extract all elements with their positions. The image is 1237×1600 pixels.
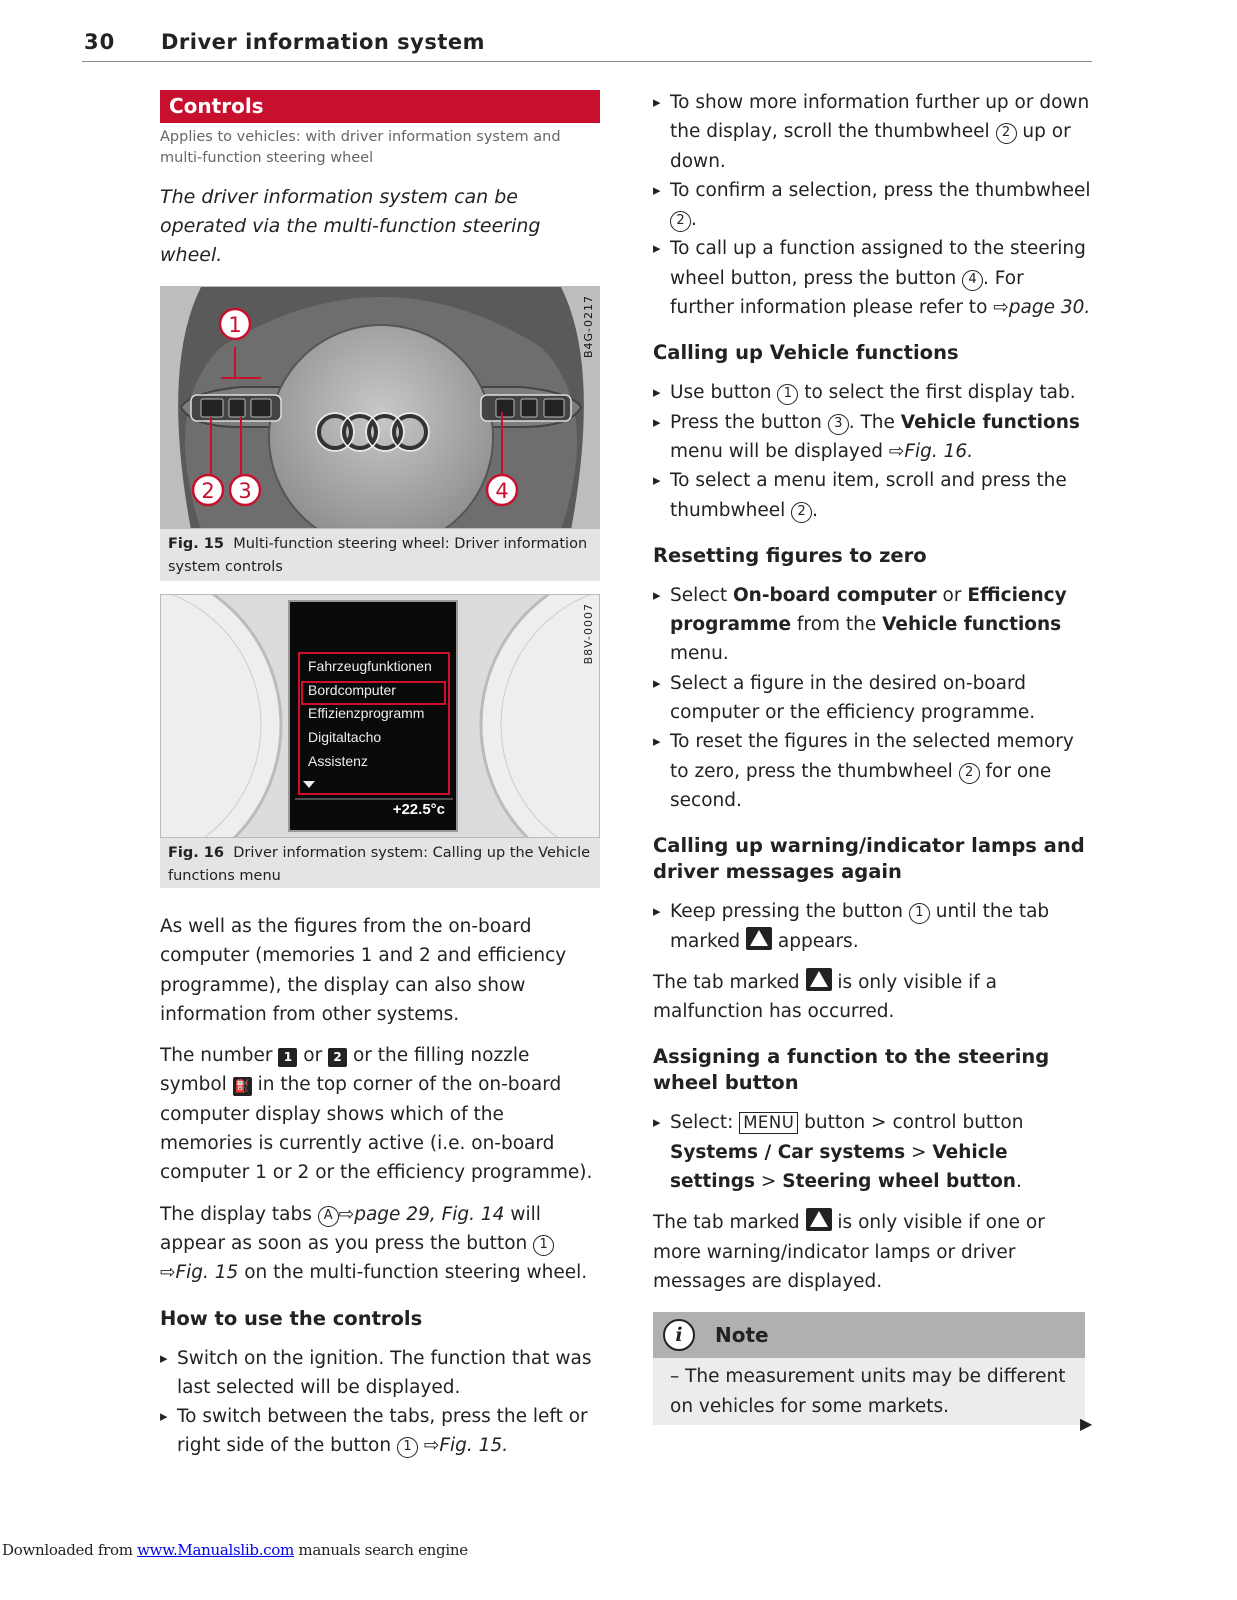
warning-triangle-icon [806, 968, 832, 991]
figure-caption-text: Driver information system: Calling up the Vehicle functions menu [168, 845, 591, 884]
callout-4 [487, 475, 517, 505]
applies-note: Applies to vehicles: with driver information system and multi-function steering wheel [160, 129, 561, 166]
figure-code: B4G-0217 [582, 295, 595, 359]
steering-wheel-illustration [161, 287, 600, 529]
warning-triangle-icon [806, 1208, 832, 1231]
list-item: ▸ Select a figure in the desired on-board computer or the efficiency programme. [653, 669, 1093, 728]
callout-4-icon: 4 [962, 270, 983, 291]
callout-2-icon: 2 [791, 502, 812, 523]
heading-resetting-figures: Resetting figures to zero [653, 543, 927, 567]
list-item: ▸ To show more information further up or down the display, scroll the thumbwheel 2 up or down. [653, 88, 1093, 176]
warning-list [653, 897, 1093, 956]
right-column [653, 88, 1093, 1425]
figure-caption [160, 529, 600, 581]
figure-steering-wheel [160, 286, 600, 529]
paragraph-warning-tab: The tab marked is only visible if one or more warning/indicator lamps or driver messages are displayed. [653, 1208, 1093, 1296]
reset-list [653, 581, 1093, 815]
intro-text: The driver information system can be operated via the multi-function steering wheel. [160, 186, 541, 266]
list-item: ▸ Switch on the ignition. The function that was last selected will be displayed. [160, 1344, 600, 1403]
heading-calling-vehicle-functions: Calling up Vehicle functions [653, 341, 959, 365]
list-item: ▸ To call up a function assigned to the steering wheel button, press the button 4 . For further information please refer to ⇨page 30. [653, 234, 1093, 322]
callout-2-icon: 2 [959, 763, 980, 784]
figure-code: B8V-0007 [582, 603, 595, 665]
callout-a-icon: A [318, 1206, 339, 1227]
triangle-right-icon: ▶ [1080, 1414, 1093, 1433]
temperature-readout: +22.5°c [392, 801, 445, 818]
callout-4-label: 4 [495, 479, 509, 503]
callout-2-icon: 2 [996, 123, 1017, 144]
manualslib-link[interactable]: www.Manualslib.com [137, 1541, 294, 1559]
callout-1-icon: 1 [533, 1235, 554, 1256]
note-title: Note [715, 1323, 769, 1348]
left-column [160, 90, 600, 1461]
callout-2 [193, 475, 223, 505]
filling-nozzle-icon: ⛽ [233, 1077, 252, 1096]
paragraph-malfunction: The tab marked is only visible if a malfunction has occurred. [653, 968, 1093, 1027]
menu-item: Assistenz [308, 752, 368, 769]
page-reference: ⇨page 30. [993, 297, 1091, 319]
list-item: ▸ To select a menu item, scroll and press the thumbwheel 2 . [653, 466, 1093, 525]
how-to-list [160, 1344, 600, 1461]
list-item: ▸ Select On-board computer or Efficiency programme from the Vehicle functions menu. [653, 581, 1093, 669]
note-header [653, 1312, 1085, 1358]
list-item: ▸ Keep pressing the button 1 until the tab marked appears. [653, 897, 1093, 956]
list-item: ▸ Use button 1 to select the first display tab. [653, 378, 1093, 407]
chapter-title: Driver information system [161, 30, 485, 54]
list-item: ▸ Select: MENU button > control button Systems / Car systems > Vehicle settings > Steering wheel button. [653, 1108, 1093, 1196]
heading-assigning-function: Assigning a function to the steering wheel button [653, 1045, 1050, 1095]
page-header [82, 26, 1092, 62]
paragraph-info: As well as the figures from the on-board computer (memories 1 and 2 and efficiency programme), the display can also show information from other systems. [160, 916, 567, 1025]
menu-item-selected: Bordcomputer [308, 681, 396, 698]
info-icon: i [663, 1319, 695, 1351]
list-item: ▸ To reset the figures in the selected memory to zero, press the thumbwheel 2 for one second. [653, 727, 1093, 815]
callout-1-icon: 1 [777, 384, 798, 405]
callout-2-label: 2 [201, 479, 215, 503]
callout-1 [220, 309, 250, 339]
section-title: Controls [160, 90, 600, 123]
list-item: ▸ To switch between the tabs, press the left or right side of the button 1 ⇨Fig. 15. [160, 1402, 600, 1461]
footer: Downloaded from www.Manualslib.com manuals search engine [2, 1541, 468, 1559]
display-menu [308, 655, 448, 774]
figure-reference: ⇨Fig. 16. [888, 440, 974, 462]
callout-3 [230, 475, 260, 505]
list-item: ▸ To confirm a selection, press the thumbwheel 2 . [653, 176, 1093, 235]
figure-caption-text: Multi-function steering wheel: Driver information system controls [168, 536, 588, 575]
memory-2-icon: 2 [328, 1048, 347, 1067]
menu-item: Effizienzprogramm [308, 705, 425, 722]
callout-1-icon: 1 [909, 903, 930, 924]
assign-list [653, 1108, 1093, 1196]
figure-caption [160, 838, 600, 888]
figure-label: Fig. 16 [168, 845, 224, 861]
figure-display-menu [160, 594, 600, 838]
vehicle-functions-list [653, 378, 1093, 524]
paragraph-memories: The number 1 or 2 or the filling nozzle symbol ⛽ in the top corner of the on-board computer display shows which of the memories is currently active (i.e. on-board computer 1 or 2 or the efficiency programme). [160, 1045, 593, 1184]
thumbwheel-list [653, 88, 1093, 322]
paragraph-display-tabs: The display tabs A ⇨page 29, Fig. 14 will appear as soon as you press the button 1 ⇨Fig. 15 on the multi-function steering wheel. [160, 1203, 588, 1284]
note-body: – The measurement units may be different on vehicles for some markets. [670, 1366, 1066, 1417]
memory-1-icon: 1 [278, 1048, 297, 1067]
figure-reference: ⇨Fig. 15. [423, 1435, 509, 1457]
figure-reference: ⇨Fig. 15 [160, 1262, 239, 1284]
page-number: 30 [84, 30, 116, 54]
callout-1-icon: 1 [397, 1437, 418, 1458]
heading-warning-lamps: Calling up warning/indicator lamps and driver messages again [653, 834, 1085, 884]
callout-3-label: 3 [238, 479, 252, 503]
note-box [653, 1312, 1085, 1425]
callout-2-icon: 2 [670, 211, 691, 232]
menu-item: Fahrzeugfunktionen [308, 658, 432, 674]
page-reference: ⇨page 29, Fig. 14 [338, 1203, 505, 1225]
warning-triangle-icon [746, 927, 772, 950]
callout-3-icon: 3 [828, 414, 849, 435]
figure-label: Fig. 15 [168, 536, 224, 552]
heading-how-to-use: How to use the controls [160, 1306, 423, 1330]
callout-1-label: 1 [228, 313, 242, 337]
menu-item: Digitaltacho [308, 729, 382, 746]
list-item: ▸ Press the button 3 . The Vehicle functions menu will be displayed ⇨Fig. 16. [653, 408, 1093, 467]
menu-key: MENU [739, 1112, 798, 1134]
